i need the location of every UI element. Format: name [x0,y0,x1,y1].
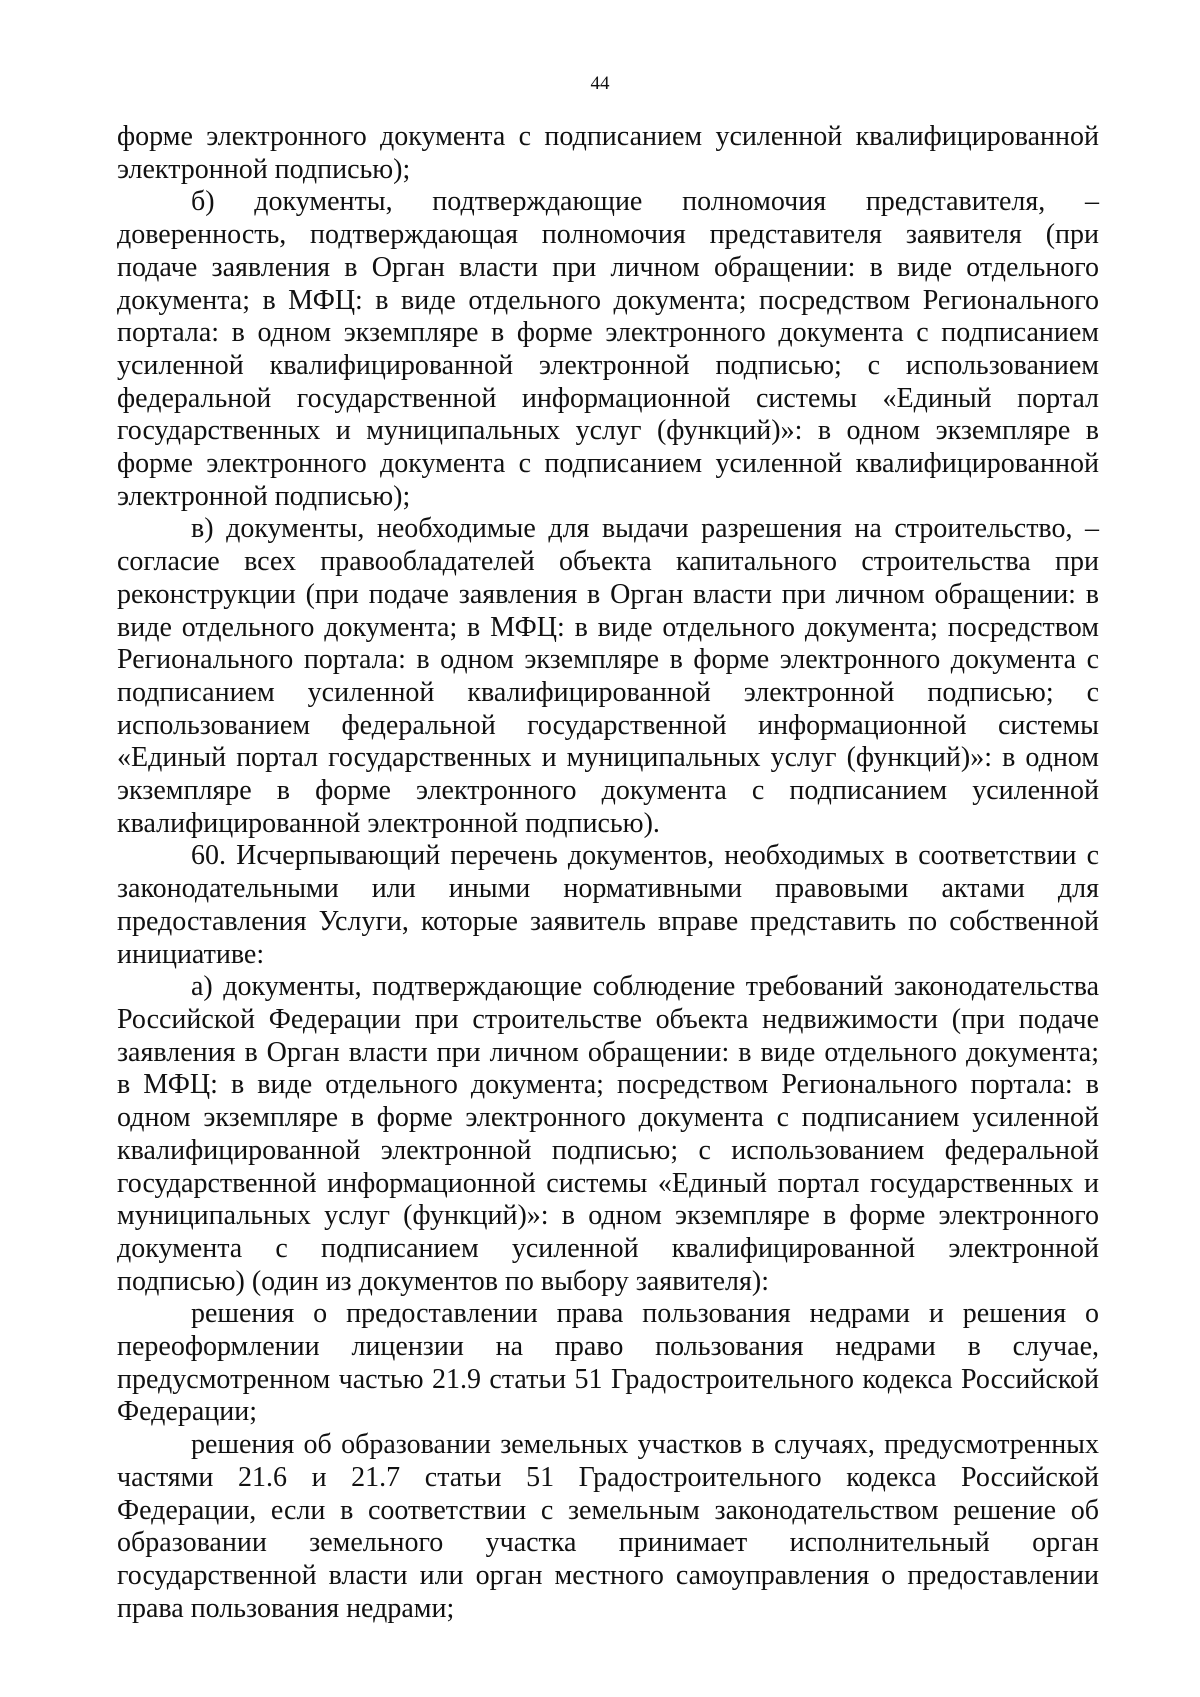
paragraph-land-plots-decisions: решения об образовании земельных участков в случаях, предусмотренных частями 21.6 и 21.7 статьи 51 Градостроительного кодекса Российской Федерации, если в соответствии с земельным законодательством решение об образовании земельного участка принимает исполнительный орган государственной власти или орган местного самоуправления о предоставлении права пользования недрами; [117,1429,1099,1624]
paragraph-item-a: а) документы, подтверждающие соблюдение требований законодательства Российской Федерации при строительстве объекта недвижимости (при подаче заявления в Орган власти при личном обращении: в виде отдельного документа; в МФЦ: в виде отдельного документа; посредством Регионального портала: в одном экземпляре в форме электронного документа с подписанием усиленной квалифицированной электронной подписью; с использованием федеральной государственной информационной системы «Единый портал государственных и муниципальных услуг (функций)»: в одном экземпляре в форме электронного документа с подписанием усиленной квалифицированной электронной подписью) (один из документов по выбору заявителя): [117,971,1099,1297]
paragraph-continuation: форме электронного документа с подписанием усиленной квалифицированной электронной подписью); [117,121,1099,185]
document-body [117,121,1099,1625]
page-number: 44 [590,73,610,94]
paragraph-item-v: в) документы, необходимые для выдачи разрешения на строительство, – согласие всех правообладателей объекта капитального строительства при реконструкции (при подаче заявления в Орган власти при личном обращении: в виде отдельного документа; в МФЦ: в виде отдельного документа; посредством Регионального портала: в одном экземпляре в форме электронного документа с подписанием усиленной квалифицированной электронной подписью; с использованием федеральной государственной информационной системы «Единый портал государственных и муниципальных услуг (функций)»: в одном экземпляре в форме электронного документа с подписанием усиленной квалифицированной электронной подписью). [117,513,1099,839]
paragraph-subsoil-decisions: решения о предоставлении права пользования недрами и решения о переоформлении лицензии на право пользования недрами в случае, предусмотренном частью 21.9 статьи 51 Градостроительного кодекса Российской Федерации; [117,1298,1099,1428]
paragraph-item-b: б) документы, подтверждающие полномочия представителя, – доверенность, подтверждающая полномочия представителя заявителя (при подаче заявления в Орган власти при личном обращении: в виде отдельного документа; в МФЦ: в виде отдельного документа; посредством Регионального портала: в одном экземпляре в форме электронного документа с подписанием усиленной квалифицированной электронной подписью; с использованием федеральной государственной информационной системы «Единый портал государственных и муниципальных услуг (функций)»: в одном экземпляре в форме электронного документа с подписанием усиленной квалифицированной электронной подписью); [117,186,1099,512]
paragraph-clause-60: 60. Исчерпывающий перечень документов, необходимых в соответствии с законодательными или иными нормативными правовыми актами для предоставления Услуги, которые заявитель вправе представить по собственной инициативе: [117,840,1099,970]
